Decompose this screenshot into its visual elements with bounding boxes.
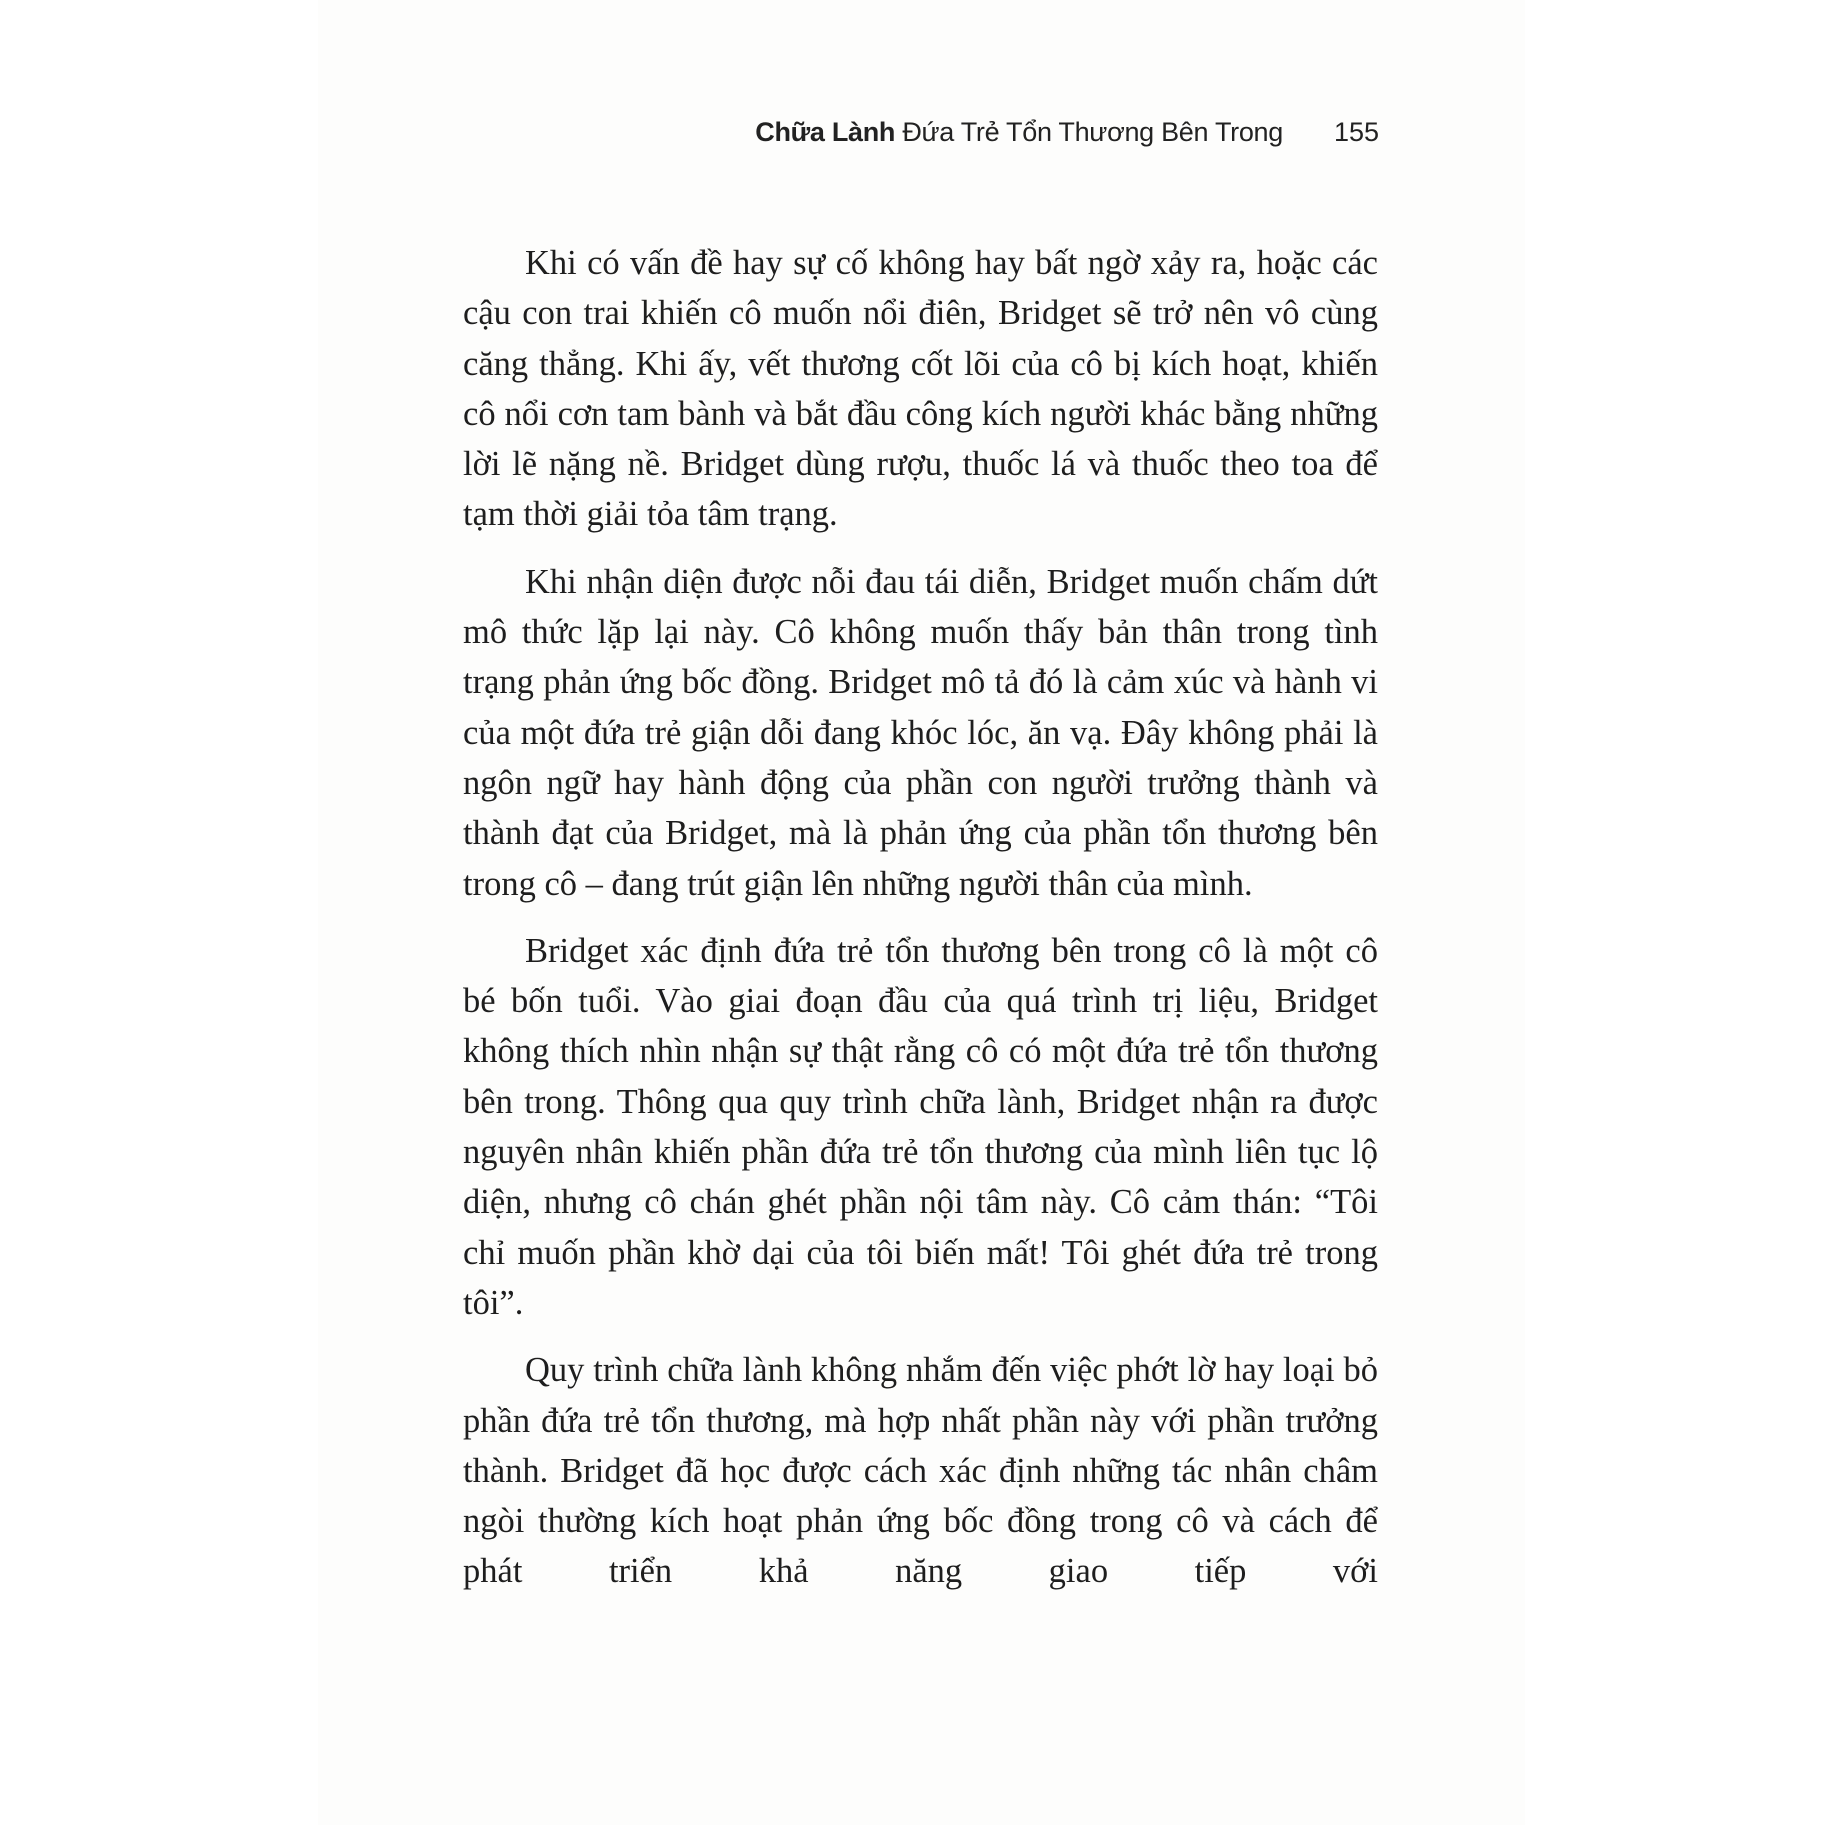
paragraph-4: Quy trình chữa lành không nhắm đến việc phớt lờ hay loại bỏ phần đứa trẻ tổn thương, mà hợp nhất phần này với phần trưởng thành. Bridget đã học được cách xác định những tác nhân châm ngòi thường kích hoạt phản ứng bốc đồng trong cô và cách để phát triển khả năng giao tiếp với [463, 1351, 1378, 1591]
book-title-bold: Chữa Lành [755, 117, 896, 147]
paragraph-3: Bridget xác định đứa trẻ tổn thương bên trong cô là một cô bé bốn tuổi. Vào giai đoạn đầu của quá trình trị liệu, Bridget không thích nhìn nhận sự thật rằng cô có một đứa trẻ tổn thương bên trong. Thông qua quy trình chữa lành, Bridget nhận ra được nguyên nhân khiến phần đứa trẻ tổn thương của mình liên tục lộ diện, nhưng cô chán ghét phần nội tâm này. Cô cảm thán: “Tôi chỉ muốn phần khờ dại của tôi biến mất! Tôi ghét đứa trẻ trong tôi”. [463, 931, 1378, 1322]
paragraph-2: Khi nhận diện được nỗi đau tái diễn, Bridget muốn chấm dứt mô thức lặp lại này. Cô không muốn thấy bản thân trong tình trạng phản ứng bốc đồng. Bridget mô tả đó là cảm xúc và hành vi của một đứa trẻ giận dỗi đang khóc lóc, ăn vạ. Đây không phải là ngôn ngữ hay hành động của phần con người trưởng thành và thành đạt của Bridget, mà là phản ứng của phần tổn thương bên trong cô – đang trút giận lên những người thân của mình. [463, 562, 1378, 903]
book-title-rest: Đứa Trẻ Tổn Thương Bên Trong [895, 117, 1283, 147]
running-header [459, 117, 1379, 157]
paragraph-1: Khi có vấn đề hay sự cố không hay bất ngờ xảy ra, hoặc các cậu con trai khiến cô muốn nổi điên, Bridget sẽ trở nên vô cùng căng thẳng. Khi ấy, vết thương cốt lõi của cô bị kích hoạt, khiến cô nổi cơn tam bành và bắt đầu công kích người khác bằng những lời lẽ nặng nề. Bridget dùng rượu, thuốc lá và thuốc theo toa để tạm thời giải tỏa tâm trạng. [463, 244, 1378, 534]
book-title [755, 117, 1283, 148]
body-text [463, 238, 1378, 1614]
page-number: 155 [1333, 117, 1379, 147]
